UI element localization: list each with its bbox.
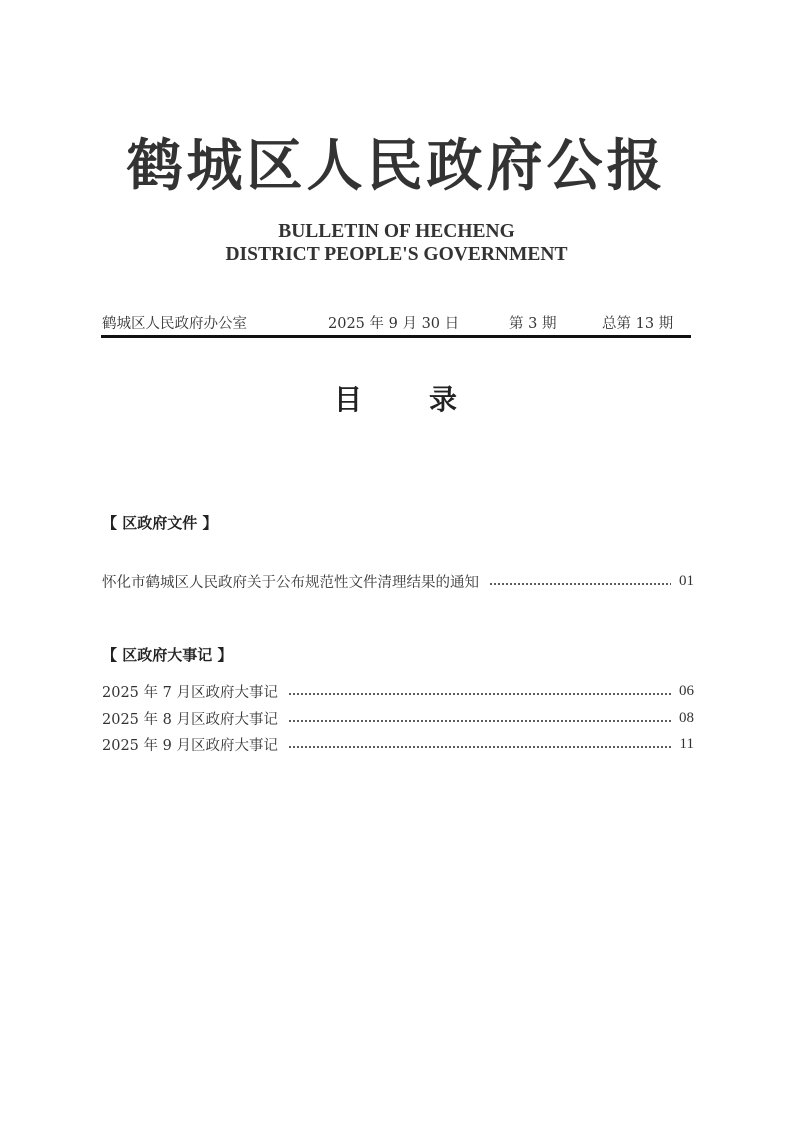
- toc-entry-page: 06: [679, 682, 694, 699]
- toc-title: [0, 378, 793, 422]
- issue-publisher: 鹤城区人民政府办公室: [102, 316, 247, 332]
- toc-entry[interactable]: [102, 707, 694, 729]
- section-heading-district-events: 【 区政府大事记 】: [102, 646, 233, 664]
- issue-total-number: 总第 13 期: [602, 316, 674, 332]
- toc-entry[interactable]: [102, 680, 694, 702]
- toc-entry[interactable]: [102, 733, 694, 755]
- issue-info-row: [102, 313, 691, 335]
- bulletin-title: 鹤城区人民政府公报: [126, 133, 667, 199]
- toc-leader-dots: [288, 720, 671, 722]
- header-divider: [101, 335, 691, 338]
- toc-entry-title: 2025 年 7 月区政府大事记: [102, 684, 278, 701]
- toc-entry-page: 11: [679, 735, 694, 752]
- toc-entry-title: 怀化市鹤城区人民政府关于公布规范性文件清理结果的通知: [102, 574, 479, 591]
- toc-title-char-1: 目: [334, 383, 363, 416]
- toc-entry[interactable]: [102, 570, 694, 592]
- issue-date: 2025 年 9 月 30 日: [328, 316, 460, 332]
- bulletin-subtitle-line2: DISTRICT PEOPLE'S GOVERNMENT: [225, 244, 568, 265]
- toc-leader-dots: [288, 693, 671, 695]
- section-heading-district-documents: 【 区政府文件 】: [102, 514, 218, 532]
- toc-leader-dots: [288, 746, 672, 748]
- toc-entry-page: 08: [679, 709, 694, 726]
- bulletin-subtitle-line1: BULLETIN OF HECHENG: [278, 221, 515, 242]
- toc-entry-title: 2025 年 9 月区政府大事记: [102, 737, 278, 754]
- toc-title-char-2: 录: [429, 383, 458, 416]
- toc-entry-page: 01: [679, 572, 694, 589]
- toc-leader-dots: [489, 583, 671, 585]
- toc-entry-title: 2025 年 8 月区政府大事记: [102, 711, 278, 728]
- issue-number: 第 3 期: [509, 316, 557, 332]
